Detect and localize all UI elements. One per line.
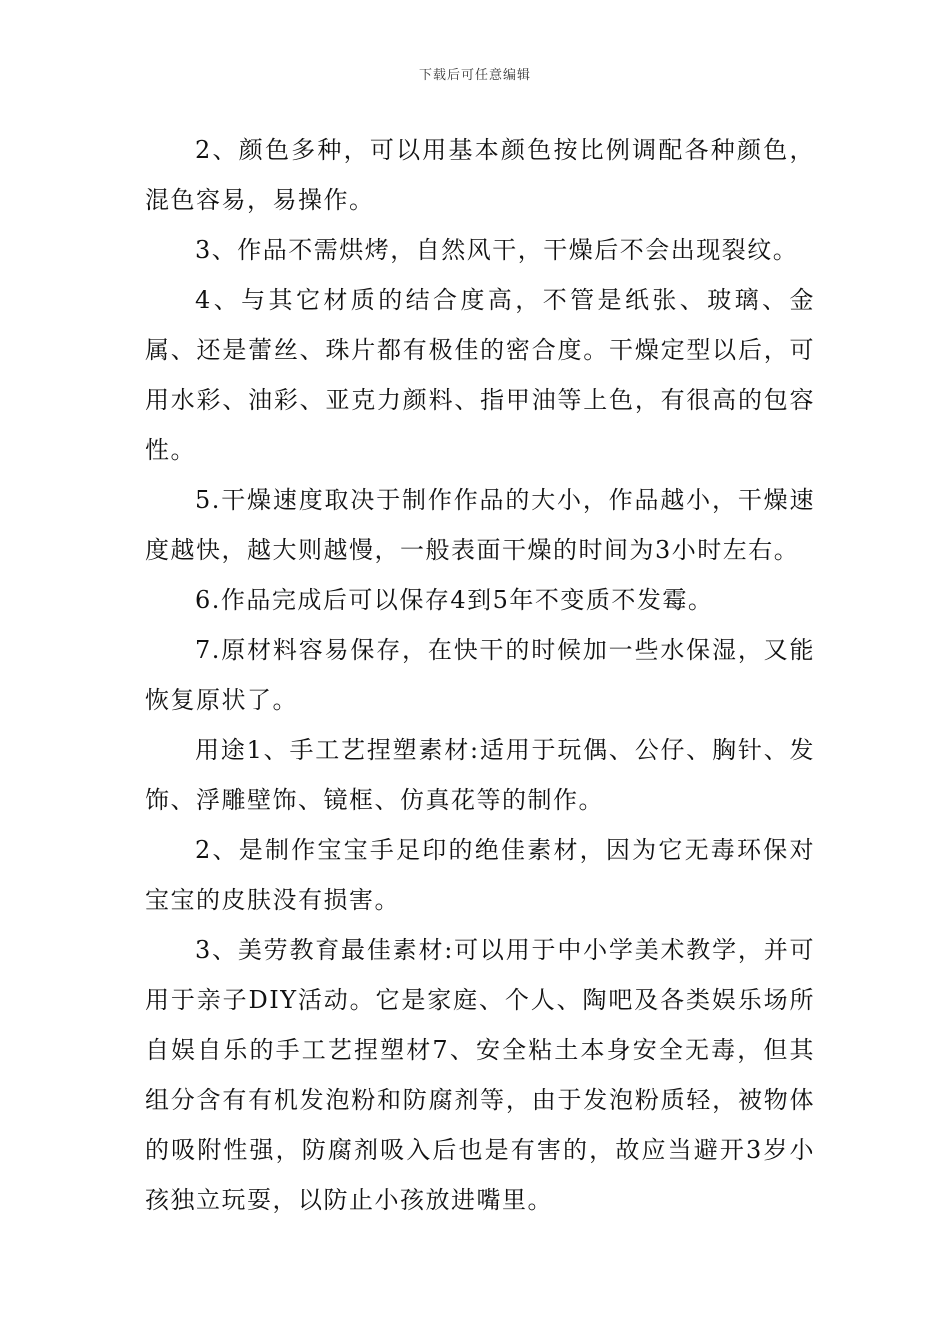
- paragraph-usage-baby-prints: 2、是制作宝宝手足印的绝佳素材，因为它无毒环保对宝宝的皮肤没有损害。: [145, 836, 815, 914]
- paragraph-preservation: 6.作品完成后可以保存4到5年不变质不发霉。: [195, 586, 714, 614]
- paragraph-usage-crafts: 用途1、手工艺捏塑素材:适用于玩偶、公仔、胸针、发饰、浮雕壁饰、镜框、仿真花等的制作。: [145, 736, 815, 814]
- paragraph-color-mixing: 2、颜色多种，可以用基本颜色按比例调配各种颜色，混色容易，易操作。: [145, 136, 815, 214]
- paragraph-storage: 7.原材料容易保存，在快干的时候加一些水保湿，又能恢复原状了。: [145, 636, 815, 714]
- paragraph-air-dry: 3、作品不需烘烤，自然风干，干燥后不会出现裂纹。: [195, 236, 799, 264]
- document-body: [145, 125, 815, 1225]
- paragraph-usage-education-safety: 3、美劳教育最佳素材:可以用于中小学美术教学，并可用于亲子DIY活动。它是家庭、个人、陶吧及各类娱乐场所自娱自乐的手工艺捏塑材7、安全粘土本身安全无毒，但其组分含有有机发泡粉和防腐剂等，由于发泡粉质轻，被物体的吸附性强，防腐剂吸入后也是有害的，故应当避开3岁小孩独立玩耍，以防止小孩放进嘴里。: [145, 936, 815, 1214]
- page-header: 下载后可任意编辑: [418, 68, 531, 83]
- paragraph-drying-speed: 5.干燥速度取决于制作作品的大小，作品越小，干燥速度越快，越大则越慢，一般表面干燥的时间为3小时左右。: [145, 486, 815, 564]
- paragraph-material-compatibility: 4、与其它材质的结合度高，不管是纸张、玻璃、金属、还是蕾丝、珠片都有极佳的密合度。干燥定型以后，可用水彩、油彩、亚克力颜料、指甲油等上色，有很高的包容性。: [145, 286, 815, 464]
